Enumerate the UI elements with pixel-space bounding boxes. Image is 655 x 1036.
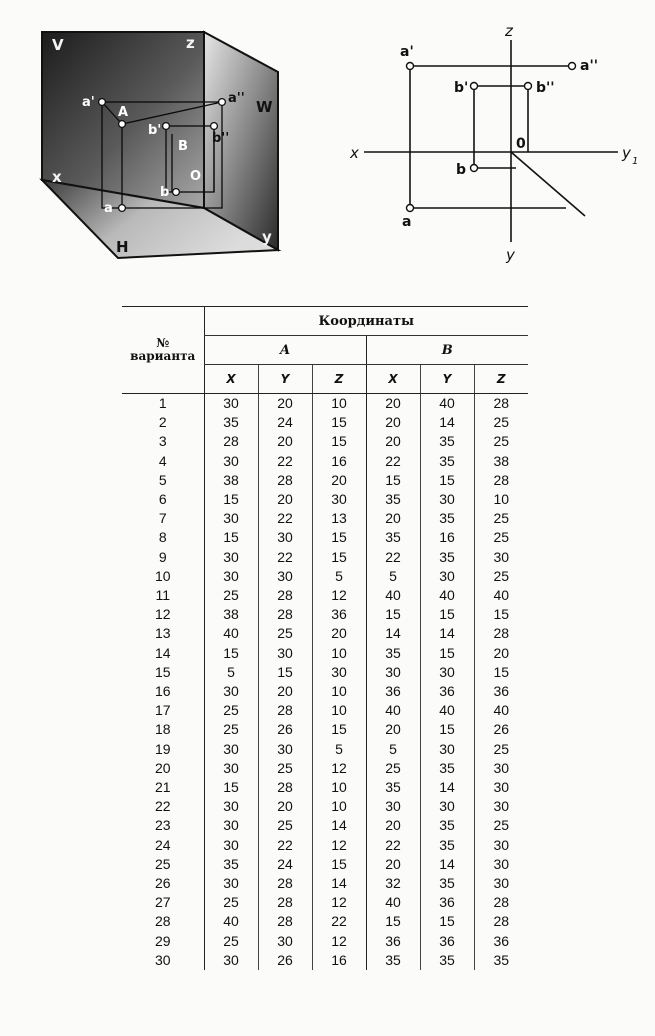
a-x-cell: 30 (204, 394, 258, 414)
a-z-cell: 13 (312, 509, 366, 528)
b-x-cell: 20 (366, 855, 420, 874)
a-x-cell: 25 (204, 893, 258, 912)
a-y-cell: 26 (258, 951, 312, 970)
plane-h-label: H (116, 238, 129, 256)
b-x-cell: 20 (366, 509, 420, 528)
axis-x-label: x (52, 168, 62, 186)
table-row (122, 528, 528, 547)
variant-header-number: № (156, 336, 170, 350)
axis-y-label: y (506, 246, 515, 264)
table-row (122, 624, 528, 643)
origin-label: 0 (516, 136, 526, 152)
variant-cell: 19 (154, 740, 171, 757)
table-row (122, 490, 528, 509)
a-z-cell: 22 (312, 912, 366, 931)
a-z-cell: 12 (312, 893, 366, 912)
a-y-cell: 30 (258, 740, 312, 759)
variant-cell: 20 (154, 759, 171, 776)
b-x-cell: 22 (366, 548, 420, 567)
b-y-cell: 40 (420, 701, 474, 720)
b-z-cell: 26 (474, 720, 528, 739)
b-z-cell: 35 (474, 951, 528, 970)
point-a-dprime-label: a'' (228, 91, 245, 106)
b-y-cell: 35 (420, 951, 474, 970)
a-x-cell: 25 (204, 701, 258, 720)
b-x-cell: 22 (366, 452, 420, 471)
a-z-cell: 5 (312, 567, 366, 586)
variant-cell: 29 (154, 932, 171, 949)
a-y-cell: 20 (258, 490, 312, 509)
a-x-cell: 25 (204, 720, 258, 739)
b-x-cell: 5 (366, 567, 420, 586)
a-x-cell: 28 (204, 432, 258, 451)
a-x-cell: 15 (204, 528, 258, 547)
table-row (122, 432, 528, 451)
b-z-cell: 30 (474, 548, 528, 567)
b-z-cell: 10 (474, 490, 528, 509)
b-x-cell: 30 (366, 797, 420, 816)
table-row (122, 836, 528, 855)
a-y-cell: 28 (258, 701, 312, 720)
b-y-cell: 30 (420, 797, 474, 816)
b-x-cell: 35 (366, 490, 420, 509)
table-row (122, 605, 528, 624)
variant-cell: 24 (154, 836, 171, 853)
b-x-cell: 30 (366, 663, 420, 682)
a-x-cell: 30 (204, 816, 258, 835)
variant-cell: 6 (158, 491, 167, 508)
b-x-cell: 20 (366, 816, 420, 835)
b-y-cell: 35 (420, 874, 474, 893)
plane-w-label: W (256, 98, 273, 116)
table-row (122, 509, 528, 528)
a-x-cell: 38 (204, 471, 258, 490)
point-b-prime-label: b' (454, 80, 469, 96)
b-x-cell: 25 (366, 759, 420, 778)
a-z-cell: 15 (312, 528, 366, 547)
b-x-cell: 14 (366, 624, 420, 643)
variant-cell: 23 (154, 817, 171, 834)
b-x-cell: 40 (366, 893, 420, 912)
a-z-cell: 12 (312, 932, 366, 951)
a-z-cell: 12 (312, 836, 366, 855)
table-row (122, 394, 528, 414)
b-y-cell: 15 (420, 605, 474, 624)
a-z-cell: 12 (312, 759, 366, 778)
a-x-cell: 15 (204, 778, 258, 797)
b-z-cell: 28 (474, 893, 528, 912)
a-x-cell: 30 (204, 567, 258, 586)
b-y-cell: 35 (420, 432, 474, 451)
a-x-cell: 5 (204, 663, 258, 682)
a-y-cell: 28 (258, 874, 312, 893)
table-row (122, 740, 528, 759)
b-z-cell: 28 (474, 471, 528, 490)
b-z-cell: 25 (474, 528, 528, 547)
b-x-cell: 35 (366, 528, 420, 547)
b-x-cell: 20 (366, 413, 420, 432)
table-body (122, 394, 528, 971)
b-y-cell: 40 (420, 394, 474, 414)
variant-cell: 10 (154, 567, 171, 584)
b-z-cell: 36 (474, 932, 528, 951)
b-y-cell: 14 (420, 624, 474, 643)
a-z-cell: 10 (312, 644, 366, 663)
table-row (122, 855, 528, 874)
b-y-cell: 40 (420, 586, 474, 605)
a-y-cell: 20 (258, 394, 312, 414)
variant-cell: 14 (154, 644, 171, 661)
a-y-cell: 22 (258, 548, 312, 567)
b-z-cell: 40 (474, 586, 528, 605)
b-y-cell: 35 (420, 836, 474, 855)
variant-cell: 9 (158, 548, 167, 565)
b-z-cell: 28 (474, 394, 528, 414)
table-row (122, 644, 528, 663)
b-z-cell: 30 (474, 855, 528, 874)
b-x-cell: 15 (366, 912, 420, 931)
b-y-cell: 35 (420, 548, 474, 567)
variant-cell: 12 (154, 606, 171, 623)
a-y-cell: 15 (258, 663, 312, 682)
b-y-cell: 14 (420, 413, 474, 432)
a-y-cell: 22 (258, 836, 312, 855)
point-A-label: A (118, 105, 129, 120)
a-z-cell: 14 (312, 816, 366, 835)
variant-cell: 25 (154, 855, 171, 872)
b-y-cell: 36 (420, 682, 474, 701)
variant-cell: 15 (154, 663, 171, 680)
a-x-cell: 30 (204, 874, 258, 893)
b-x-cell: 35 (366, 778, 420, 797)
axis-z-label: z (505, 22, 513, 40)
variant-cell: 8 (158, 529, 167, 546)
b-y-cell: 36 (420, 893, 474, 912)
a-z-cell: 5 (312, 740, 366, 759)
a-z-cell: 30 (312, 490, 366, 509)
table-row (122, 663, 528, 682)
axis-y-label: y (262, 228, 272, 246)
a-y-cell: 24 (258, 413, 312, 432)
a-y-cell: 22 (258, 509, 312, 528)
b-y-cell: 30 (420, 740, 474, 759)
variant-cell: 18 (154, 721, 171, 738)
table-row (122, 413, 528, 432)
point-a-label: a (402, 214, 412, 230)
axis-x-label: x (350, 144, 359, 162)
a-y-cell: 28 (258, 586, 312, 605)
a-x-cell: 30 (204, 759, 258, 778)
a-z-cell: 15 (312, 413, 366, 432)
a-z-cell: 10 (312, 701, 366, 720)
point-b-prime-label: b' (148, 123, 162, 138)
axis-header-ay: Y (258, 365, 312, 394)
b-y-cell: 15 (420, 471, 474, 490)
a-z-cell: 16 (312, 452, 366, 471)
b-x-cell: 40 (366, 701, 420, 720)
variant-cell: 11 (155, 587, 171, 604)
variant-cell: 17 (154, 702, 171, 719)
b-x-cell: 22 (366, 836, 420, 855)
plane-v-label: V (52, 36, 64, 54)
a-x-cell: 38 (204, 605, 258, 624)
coordinates-header: Координаты (204, 307, 528, 336)
a-x-cell: 30 (204, 836, 258, 855)
b-z-cell: 25 (474, 509, 528, 528)
projection-drawing (340, 20, 640, 270)
point-a-prime-label: a' (400, 44, 414, 60)
b-z-cell: 25 (474, 816, 528, 835)
axonometric-drawing (38, 22, 282, 262)
axis-header-ax: X (204, 365, 258, 394)
b-y-cell: 36 (420, 932, 474, 951)
b-z-cell: 36 (474, 682, 528, 701)
a-y-cell: 25 (258, 624, 312, 643)
a-z-cell: 10 (312, 778, 366, 797)
point-a-header: A (204, 336, 366, 365)
a-x-cell: 30 (204, 797, 258, 816)
b-z-cell: 28 (474, 624, 528, 643)
origin-label: O (190, 169, 202, 184)
b-x-cell: 35 (366, 644, 420, 663)
variant-cell: 1 (158, 395, 167, 411)
a-y-cell: 28 (258, 893, 312, 912)
b-y-cell: 15 (420, 912, 474, 931)
table-row (122, 912, 528, 931)
a-y-cell: 28 (258, 912, 312, 931)
a-z-cell: 20 (312, 471, 366, 490)
a-x-cell: 35 (204, 855, 258, 874)
b-z-cell: 25 (474, 567, 528, 586)
point-B-label: B (178, 139, 188, 154)
table-row (122, 452, 528, 471)
b-y-cell: 15 (420, 644, 474, 663)
b-z-cell: 30 (474, 778, 528, 797)
a-x-cell: 15 (204, 644, 258, 663)
table-row (122, 816, 528, 835)
point-b-dprime-label: b'' (212, 131, 230, 146)
a-z-cell: 14 (312, 874, 366, 893)
a-y-cell: 25 (258, 759, 312, 778)
b-z-cell: 25 (474, 432, 528, 451)
b-x-cell: 20 (366, 720, 420, 739)
variant-cell: 16 (154, 683, 171, 700)
b-x-cell: 36 (366, 932, 420, 951)
a-y-cell: 26 (258, 720, 312, 739)
point-b-header: B (366, 336, 528, 365)
a-y-cell: 28 (258, 778, 312, 797)
a-x-cell: 30 (204, 682, 258, 701)
a-x-cell: 30 (204, 548, 258, 567)
axonometric-figure (38, 22, 282, 262)
a-y-cell: 30 (258, 932, 312, 951)
b-z-cell: 30 (474, 759, 528, 778)
table-row (122, 874, 528, 893)
b-z-cell: 15 (474, 663, 528, 682)
table-row (122, 567, 528, 586)
b-x-cell: 32 (366, 874, 420, 893)
a-z-cell: 12 (312, 586, 366, 605)
b-x-cell: 36 (366, 682, 420, 701)
a-z-cell: 10 (312, 394, 366, 414)
coordinates-table (122, 306, 528, 970)
a-z-cell: 36 (312, 605, 366, 624)
a-x-cell: 40 (204, 912, 258, 931)
table-row (122, 893, 528, 912)
b-y-cell: 35 (420, 509, 474, 528)
a-y-cell: 28 (258, 471, 312, 490)
variant-cell: 2 (158, 414, 167, 431)
axis-header-az: Z (312, 365, 366, 394)
table-row (122, 759, 528, 778)
a-x-cell: 30 (204, 740, 258, 759)
b-x-cell: 40 (366, 586, 420, 605)
b-z-cell: 30 (474, 836, 528, 855)
a-x-cell: 30 (204, 509, 258, 528)
a-y-cell: 25 (258, 816, 312, 835)
a-z-cell: 15 (312, 855, 366, 874)
a-x-cell: 40 (204, 624, 258, 643)
point-b-label: b (456, 162, 467, 178)
table-row (122, 778, 528, 797)
table-row (122, 720, 528, 739)
table-row (122, 797, 528, 816)
b-y-cell: 15 (420, 720, 474, 739)
table-row (122, 932, 528, 951)
a-z-cell: 15 (312, 720, 366, 739)
b-y-cell: 35 (420, 759, 474, 778)
variant-cell: 28 (154, 913, 171, 930)
variant-cell: 30 (154, 951, 171, 968)
b-z-cell: 40 (474, 701, 528, 720)
a-y-cell: 20 (258, 682, 312, 701)
b-y-cell: 16 (420, 528, 474, 547)
b-x-cell: 20 (366, 394, 420, 414)
variant-cell: 7 (158, 510, 167, 527)
a-x-cell: 35 (204, 413, 258, 432)
b-z-cell: 30 (474, 874, 528, 893)
a-y-cell: 30 (258, 644, 312, 663)
variant-cell: 3 (158, 433, 167, 450)
b-z-cell: 28 (474, 912, 528, 931)
axis-header-bz: Z (474, 365, 528, 394)
a-z-cell: 20 (312, 624, 366, 643)
b-x-cell: 5 (366, 740, 420, 759)
b-z-cell: 20 (474, 644, 528, 663)
table-row (122, 471, 528, 490)
table-row (122, 548, 528, 567)
a-y-cell: 20 (258, 797, 312, 816)
b-y-cell: 14 (420, 778, 474, 797)
b-y-cell: 14 (420, 855, 474, 874)
point-a-prime-label: a' (82, 95, 95, 110)
b-y-cell: 35 (420, 452, 474, 471)
b-z-cell: 25 (474, 740, 528, 759)
table-row (122, 951, 528, 970)
a-x-cell: 30 (204, 452, 258, 471)
coordinates-grid (122, 306, 528, 970)
a-z-cell: 10 (312, 682, 366, 701)
variant-cell: 5 (158, 471, 167, 488)
b-x-cell: 15 (366, 605, 420, 624)
b-x-cell: 15 (366, 471, 420, 490)
variant-header (122, 307, 204, 394)
b-x-cell: 20 (366, 432, 420, 451)
table-row (122, 701, 528, 720)
a-z-cell: 16 (312, 951, 366, 970)
variant-cell: 27 (154, 894, 171, 911)
a-z-cell: 15 (312, 432, 366, 451)
table-row (122, 586, 528, 605)
variant-cell: 26 (154, 875, 171, 892)
axis-header-by: Y (420, 365, 474, 394)
axis-y1-subscript: 1 (632, 156, 639, 167)
a-y-cell: 28 (258, 605, 312, 624)
projection-figure (340, 20, 640, 270)
a-x-cell: 15 (204, 490, 258, 509)
a-y-cell: 24 (258, 855, 312, 874)
b-z-cell: 15 (474, 605, 528, 624)
b-x-cell: 35 (366, 951, 420, 970)
b-y-cell: 35 (420, 816, 474, 835)
b-y-cell: 30 (420, 663, 474, 682)
axis-header-bx: X (366, 365, 420, 394)
a-x-cell: 25 (204, 586, 258, 605)
variant-cell: 13 (154, 625, 171, 642)
a-z-cell: 30 (312, 663, 366, 682)
axis-z-label: z (186, 34, 195, 52)
point-b-label: b (160, 185, 170, 200)
a-y-cell: 22 (258, 452, 312, 471)
b-y-cell: 30 (420, 567, 474, 586)
a-x-cell: 25 (204, 932, 258, 951)
axis-y1-label: y (622, 144, 631, 162)
variant-cell: 22 (154, 798, 171, 815)
a-y-cell: 30 (258, 567, 312, 586)
a-y-cell: 20 (258, 432, 312, 451)
point-a-label: a (104, 201, 113, 216)
variant-cell: 21 (154, 779, 171, 796)
b-z-cell: 30 (474, 797, 528, 816)
b-y-cell: 30 (420, 490, 474, 509)
a-z-cell: 10 (312, 797, 366, 816)
b-z-cell: 25 (474, 413, 528, 432)
a-x-cell: 30 (204, 951, 258, 970)
a-z-cell: 15 (312, 548, 366, 567)
point-a-dprime-label: a'' (580, 58, 599, 74)
variant-header-label: варианта (130, 349, 196, 363)
point-b-dprime-label: b'' (536, 80, 555, 96)
b-z-cell: 38 (474, 452, 528, 471)
a-y-cell: 30 (258, 528, 312, 547)
table-row (122, 682, 528, 701)
variant-cell: 4 (158, 452, 167, 469)
